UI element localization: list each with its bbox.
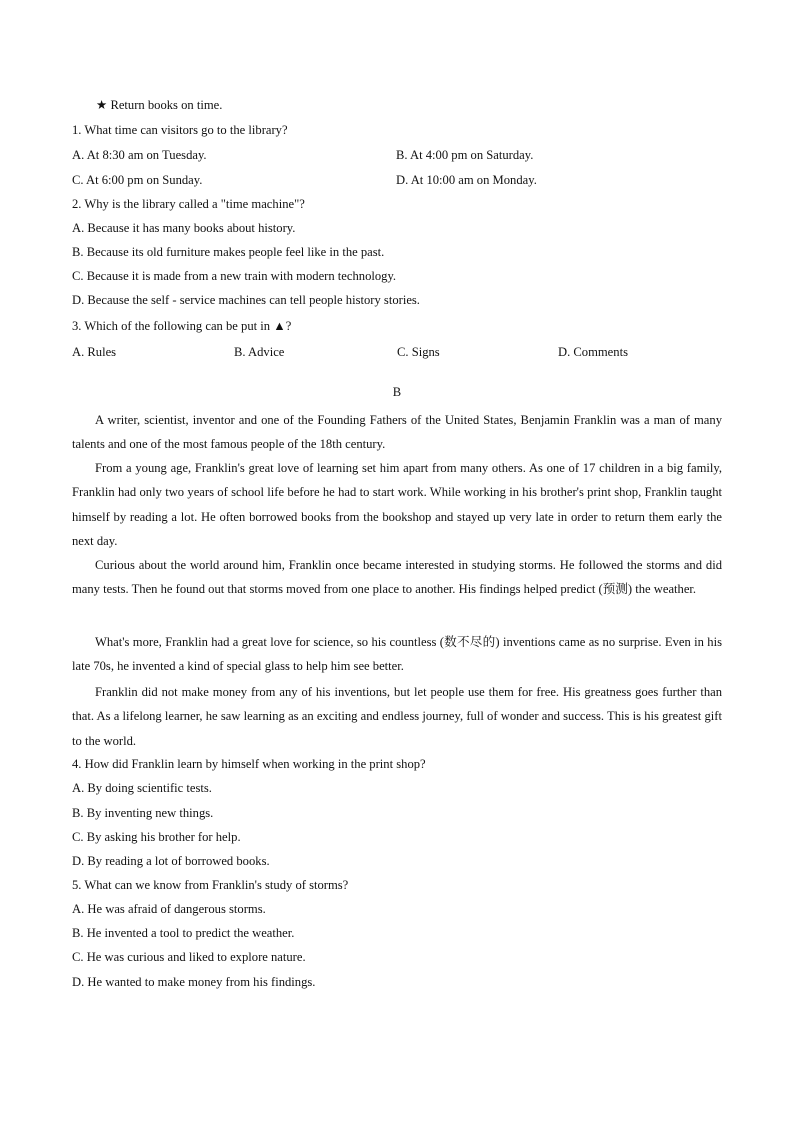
answer-option: D. Comments [558, 345, 628, 359]
answer-option: C. Signs [397, 345, 440, 359]
answer-option: B. By inventing new things. [72, 806, 214, 820]
answer-option: C. Because it is made from a new train with modern technology. [72, 269, 397, 283]
notice-line: ★ Return books on time. [96, 98, 223, 112]
answer-option: B. At 4:00 pm on Saturday. [396, 148, 534, 162]
answer-option: C. He was curious and liked to explore nature. [72, 950, 306, 964]
section-heading: B [392, 385, 402, 399]
passage-paragraph: Franklin did not make money from any of his inventions, but let people use them for free. His greatness goes further than that. As a lifelong learner, he saw learning as an exciting and endless journey, full of wonder and success. This is his greatest gift to the world. [72, 685, 722, 748]
answer-option: D. By reading a lot of borrowed books. [72, 854, 270, 868]
question-stem: 2. Why is the library called a "time machine"? [72, 197, 305, 211]
answer-option: A. Because it has many books about history. [72, 221, 296, 235]
answer-option: B. Advice [234, 345, 285, 359]
answer-option: D. At 10:00 am on Monday. [396, 173, 537, 187]
answer-option: D. Because the self - service machines can tell people history stories. [72, 293, 420, 307]
question-stem: 3. Which of the following can be put in ▲? [72, 319, 292, 333]
passage-paragraph: Curious about the world around him, Franklin once became interested in studying storms. He followed the storms and did many tests. Then he found out that storms moved from one place to another. His findings helped predict (预测) the weather. [72, 558, 722, 597]
answer-option: A. At 8:30 am on Tuesday. [72, 148, 207, 162]
answer-option: D. He wanted to make money from his findings. [72, 975, 316, 989]
answer-option: B. Because its old furniture makes people feel like in the past. [72, 245, 385, 259]
passage-paragraph: What's more, Franklin had a great love for science, so his countless (数不尽的) inventions came as no surprise. Even in his late 70s, he invented a kind of special glass to help him see better. [72, 635, 722, 674]
answer-option: C. By asking his brother for help. [72, 830, 241, 844]
question-stem: 5. What can we know from Franklin's study of storms? [72, 878, 349, 892]
answer-option: B. He invented a tool to predict the weather. [72, 926, 295, 940]
answer-option: A. By doing scientific tests. [72, 781, 212, 795]
answer-option: A. Rules [72, 345, 117, 359]
answer-option: C. At 6:00 pm on Sunday. [72, 173, 203, 187]
question-stem: 1. What time can visitors go to the library? [72, 123, 288, 137]
passage-paragraph: A writer, scientist, inventor and one of the Founding Fathers of the United States, Benjamin Franklin was a man of many talents and one of the most famous people of the 18th century. [72, 413, 722, 452]
passage-paragraph: From a young age, Franklin's great love of learning set him apart from many others. As one of 17 children in a big family, Franklin had only two years of school life before he had to start work. While working in his brother's print shop, Franklin taught himself by reading a lot. He often borrowed books from the bookshop and stayed up very late in order to return them early the next day. [72, 461, 722, 548]
answer-option: A. He was afraid of dangerous storms. [72, 902, 266, 916]
question-stem: 4. How did Franklin learn by himself when working in the print shop? [72, 757, 426, 771]
